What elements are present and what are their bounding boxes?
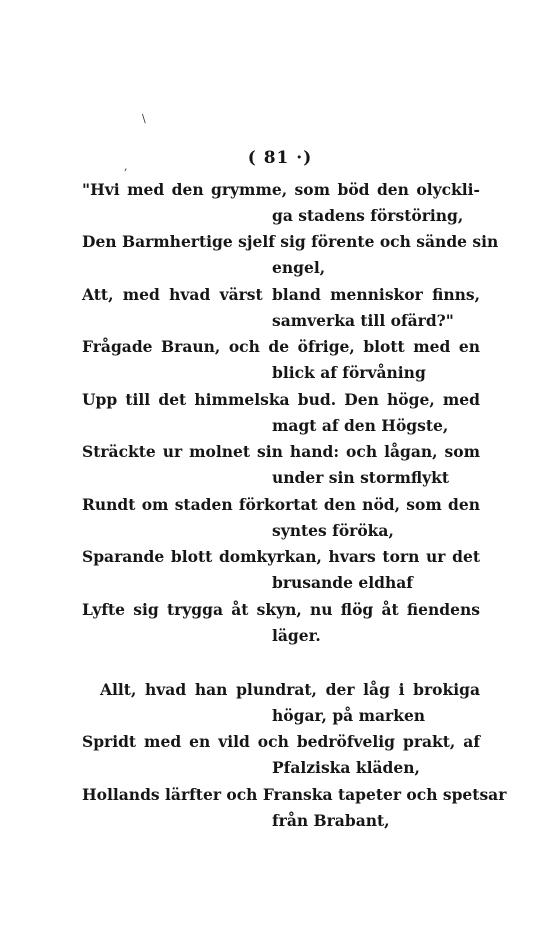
- verse-line: "Hvi med den grymme, som böd den olyckli-: [82, 180, 480, 199]
- verse-line-continuation: högar, på marken: [272, 706, 426, 725]
- verse-line-continuation: under sin stormflykt: [272, 468, 450, 487]
- verse-line-continuation: läger.: [272, 626, 321, 645]
- verse-line-continuation: blick af förvåning: [272, 363, 426, 382]
- verse-line: Upp till det himmelska bud. Den höge, med: [82, 390, 480, 409]
- verse-line-continuation: ga stadens förstöring,: [272, 206, 464, 225]
- print-speck: ,: [124, 160, 128, 173]
- verse-line: Allt, hvad han plundrat, der låg i brokiga: [100, 680, 480, 699]
- verse-line: Sparande blott domkyrkan, hvars torn ur det: [82, 547, 480, 566]
- verse-line-continuation: engel,: [272, 258, 326, 277]
- verse-line-continuation: samverka till ofärd?": [272, 311, 454, 330]
- verse-line: Den Barmhertige sjelf sig förente och sände sin: [82, 232, 499, 251]
- verse-line: Spridt med en vild och bedröfvelig prakt, af: [82, 732, 480, 751]
- verse-line-continuation: magt af den Högste,: [272, 416, 449, 435]
- verse-line: Lyfte sig trygga åt skyn, nu flög åt fiendens: [82, 600, 480, 619]
- print-speck: \: [142, 112, 146, 125]
- verse-line-continuation: från Brabant,: [272, 811, 390, 830]
- verse-line: Hollands lärfter och Franska tapeter och spetsar: [82, 785, 507, 804]
- verse-line: Frågade Braun, och de öfrige, blott med en: [82, 337, 480, 356]
- verse-line-continuation: Pfalziska kläden,: [272, 758, 420, 777]
- verse-line: Rundt om staden förkortat den nöd, som den: [82, 495, 480, 514]
- verse-line-continuation: syntes föröka,: [272, 521, 394, 540]
- page-number: ( 81 ·): [247, 148, 313, 168]
- verse-line-continuation: brusande eldhaf: [272, 573, 413, 592]
- verse-line: Sträckte ur molnet sin hand: och lågan, som: [82, 442, 480, 461]
- verse-line: Att, med hvad värst bland menniskor finns,: [82, 285, 480, 304]
